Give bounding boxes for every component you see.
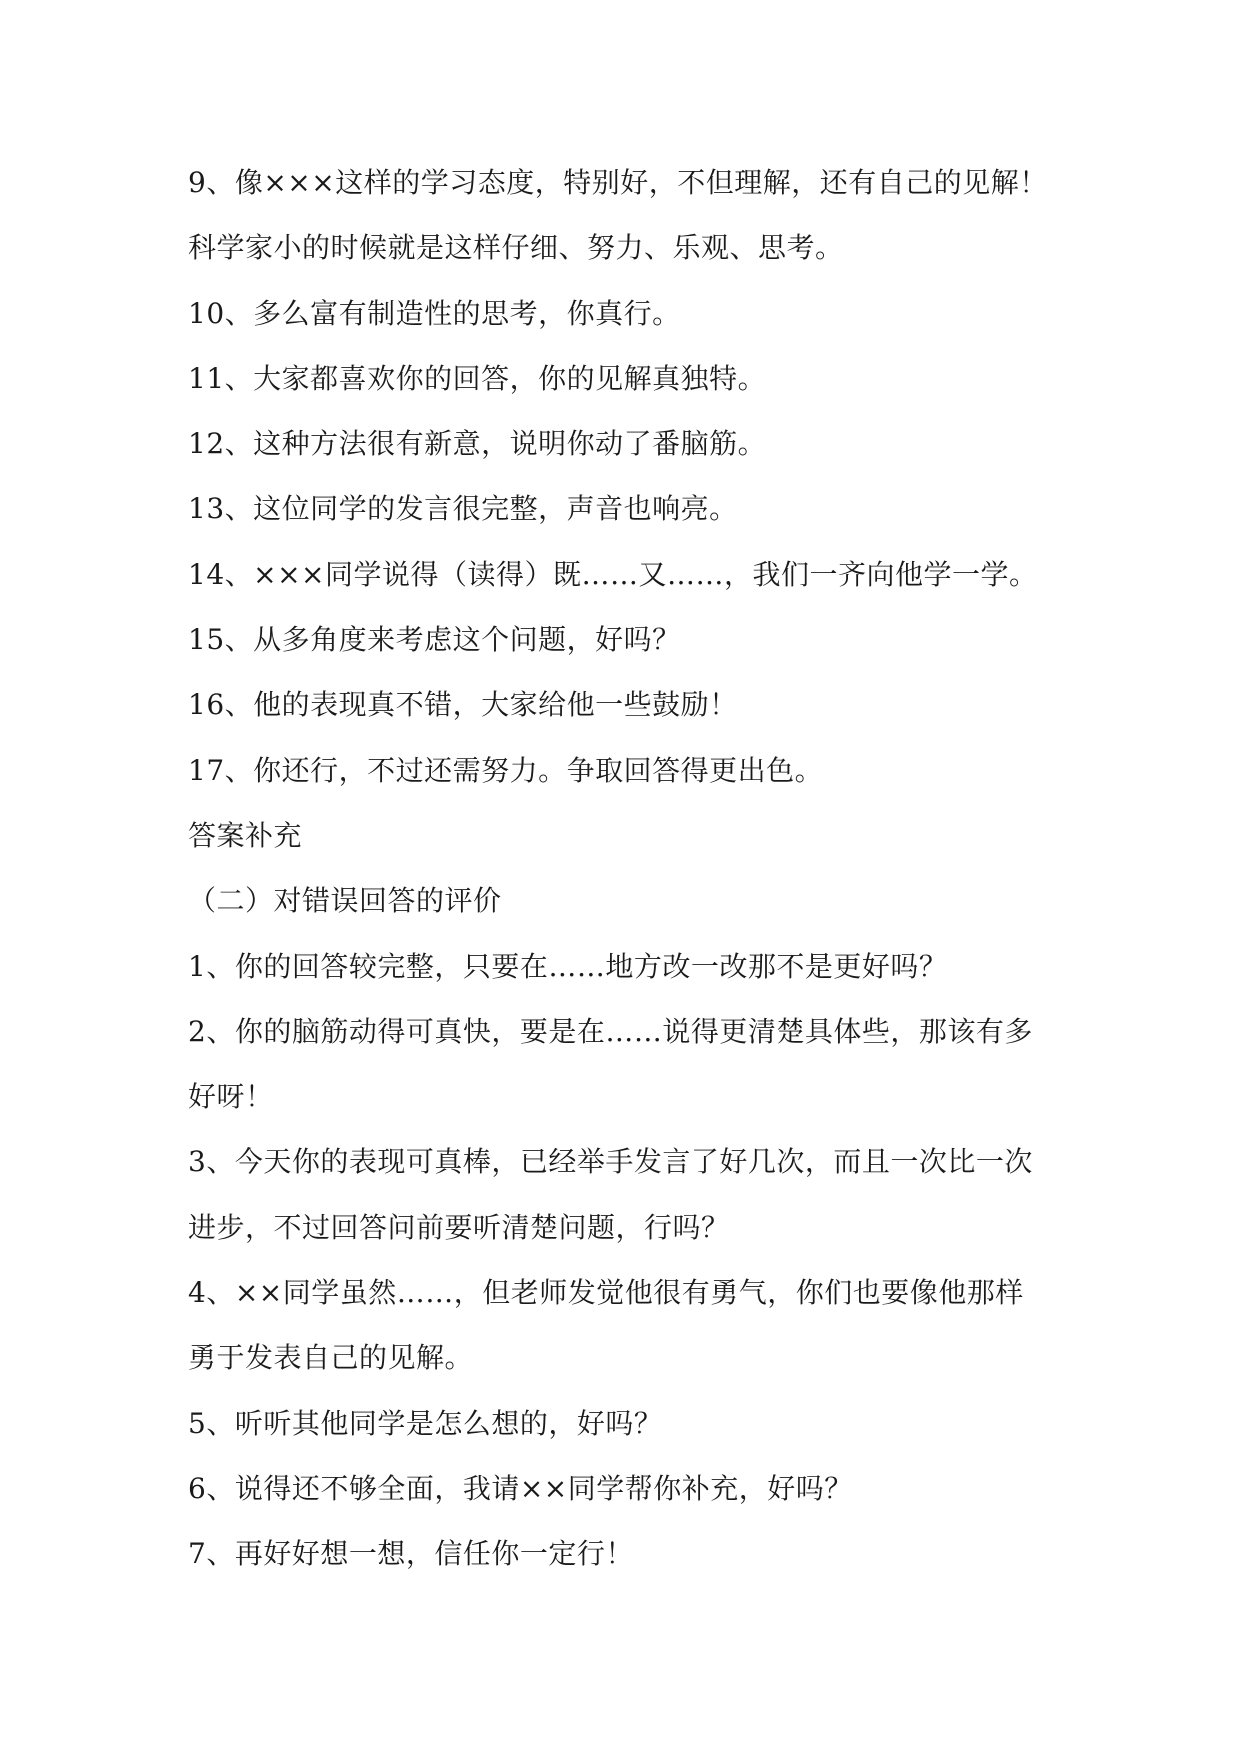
text-line: 15、从多角度来考虑这个问题，好吗？ xyxy=(188,623,681,657)
text-line: 勇于发表自己的见解。 xyxy=(188,1341,474,1375)
section-heading: 答案补充 xyxy=(188,818,303,852)
text-line: 10、多么富有制造性的思考，你真行。 xyxy=(188,296,681,330)
text-line: 好呀！ xyxy=(188,1080,274,1114)
text-line: 17、你还行，不过还需努力。争取回答得更出色。 xyxy=(188,753,824,787)
text-line: 11、大家都喜欢你的回答，你的见解真独特。 xyxy=(188,361,767,395)
text-line: 6、说得还不够全面，我请××同学帮你补充，好吗？ xyxy=(188,1471,853,1505)
text-line: 2、你的脑筋动得可真快，要是在……说得更清楚具体些，那该有多 xyxy=(188,1014,1033,1048)
text-line: 4、××同学虽然……，但老师发觉他很有勇气，你们也要像他那样 xyxy=(188,1276,1024,1310)
text-line: 7、再好好想一想，信任你一定行！ xyxy=(188,1537,634,1571)
document-body xyxy=(188,156,1068,1593)
text-line: 1、你的回答较完整，只要在……地方改一改那不是更好吗？ xyxy=(188,949,948,983)
text-line: 16、他的表现真不错，大家给他一些鼓励！ xyxy=(188,688,738,722)
text-line: 14、×××同学说得（读得）既……又……，我们一齐向他学一学。 xyxy=(188,557,1038,591)
text-line: 13、这位同学的发言很完整，声音也响亮。 xyxy=(188,492,738,526)
text-line: 5、听听其他同学是怎么想的，好吗？ xyxy=(188,1406,663,1440)
text-line: 12、这种方法很有新意，说明你动了番脑筋。 xyxy=(188,427,767,461)
text-line: 科学家小的时候就是这样仔细、努力、乐观、思考。 xyxy=(188,231,844,265)
text-line: 3、今天你的表现可真棒，已经举手发言了好几次，而且一次比一次 xyxy=(188,1145,1033,1179)
text-line: 进步，不过回答问前要听清楚问题，行吗？ xyxy=(188,1210,730,1244)
subsection-heading: （二）对错误回答的评价 xyxy=(188,884,502,918)
text-line: 9、像×××这样的学习态度，特别好，不但理解，还有自己的见解！ xyxy=(188,166,1048,199)
